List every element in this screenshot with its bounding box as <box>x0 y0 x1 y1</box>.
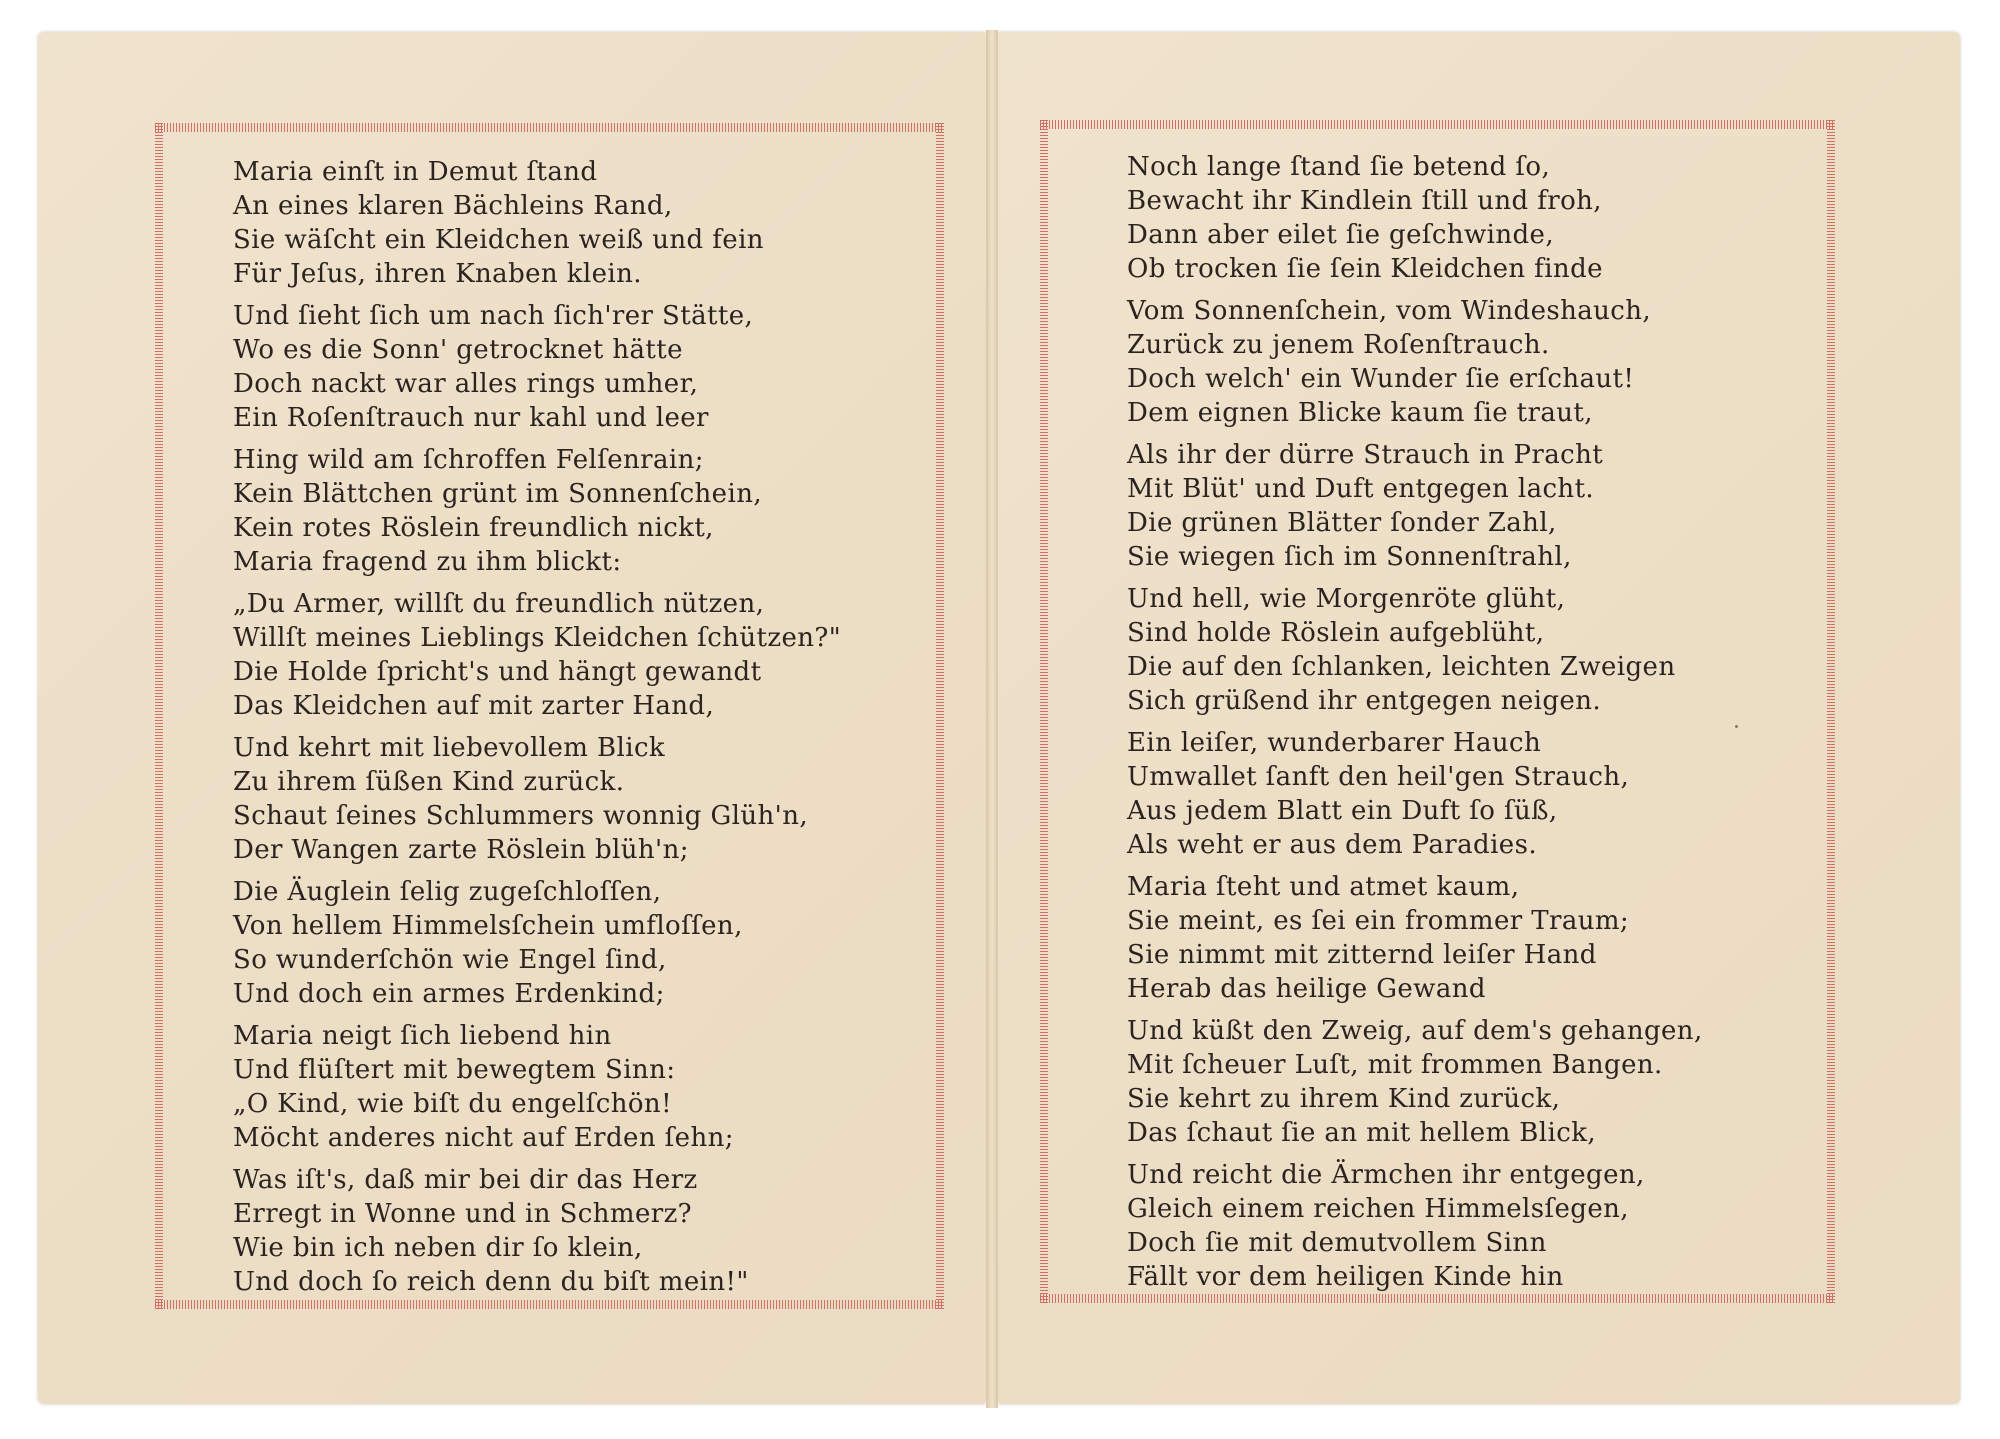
poem-line: Herab das heilige Gewand <box>1127 974 1486 1004</box>
poem-line: Der Wangen zarte Röslein blüh'n; <box>233 835 689 865</box>
poem-line: Die auf den ſchlanken, leichten Zweigen <box>1127 652 1676 682</box>
stanza <box>233 1163 923 1299</box>
poem-line: Ein Roſenſtrauch nur kahl und leer <box>233 403 709 433</box>
poem-line: Doch nackt war alles rings umher, <box>233 369 699 399</box>
poem-line: „O Kind, wie biſt du engelſchön! <box>233 1089 672 1119</box>
poem-line: „Du Armer, willſt du freundlich nützen, <box>233 589 765 619</box>
poem-line: Als ihr der dürre Strauch in Pracht <box>1127 440 1604 470</box>
poem-line: Umwallet ſanft den heil'gen Strauch, <box>1127 762 1630 792</box>
poem-line: Was iſt's, daß mir bei dir das Herz <box>233 1165 698 1195</box>
poem-line: Kein rotes Röslein freundlich nickt, <box>233 513 714 543</box>
poem-right-column <box>1127 150 1827 1302</box>
poem-line: Doch welch' ein Wunder ſie erſchaut! <box>1127 364 1635 394</box>
poem-line: Zurück zu jenem Roſenſtrauch. <box>1127 330 1550 360</box>
poem-line: Mit ſcheuer Luſt, mit frommen Bangen. <box>1127 1050 1663 1080</box>
poem-line: Aus jedem Blatt ein Duft ſo ſüß, <box>1127 796 1558 826</box>
poem-line: Und ſieht ſich um nach ſich'rer Stätte, <box>233 301 754 331</box>
poem-line: Die grünen Blätter ſonder Zahl, <box>1127 508 1557 538</box>
stanza <box>1127 582 1827 718</box>
poem-line: Maria einſt in Demut ſtand <box>233 157 598 187</box>
poem-line: Und hell, wie Morgenröte glüht, <box>1127 584 1566 614</box>
poem-line: Sie wäſcht ein Kleidchen weiß und fein <box>233 225 764 255</box>
poem-line: Ob trocken ſie ſein Kleidchen finde <box>1127 254 1603 284</box>
poem-line: Maria fragend zu ihm blickt: <box>233 547 622 577</box>
stanza <box>233 731 923 867</box>
poem-line: Bewacht ihr Kindlein ſtill und froh, <box>1127 186 1602 216</box>
poem-line: Und doch ein armes Erdenkind; <box>233 979 665 1009</box>
poem-line: Sie meint, es ſei ein frommer Traum; <box>1127 906 1630 936</box>
poem-left-column <box>233 155 923 1307</box>
poem-line: Und küßt den Zweig, auf dem's gehangen, <box>1127 1016 1703 1046</box>
poem-line: Und kehrt mit liebevollem Blick <box>233 733 666 763</box>
poem-line: Und reicht die Ärmchen ihr entgegen, <box>1127 1160 1645 1190</box>
poem-line: Wie bin ich neben dir ſo klein, <box>233 1233 643 1263</box>
poem-line: Wo es die Sonn' getrocknet hätte <box>233 335 683 365</box>
poem-line: Sich grüßend ihr entgegen neigen. <box>1127 686 1602 716</box>
stanza <box>233 443 923 579</box>
poem-line: Von hellem Himmelsſchein umfloſſen, <box>233 911 743 941</box>
stanza <box>233 875 923 1011</box>
stanza <box>1127 870 1827 1006</box>
poem-line: Dann aber eilet ſie geſchwinde, <box>1127 220 1555 250</box>
poem-line: Das Kleidchen auf mit zarter Hand, <box>233 691 715 721</box>
stanza <box>233 299 923 435</box>
poem-line: Vom Sonnenſchein, vom Windeshauch, <box>1127 296 1652 326</box>
poem-line: Erregt in Wonne und in Schmerz? <box>233 1199 693 1229</box>
poem-line: Die Holde ſpricht's und hängt gewandt <box>233 657 762 687</box>
poem-line: Ein leiſer, wunderbarer Hauch <box>1127 728 1542 758</box>
poem-line: Noch lange ſtand ſie betend ſo, <box>1127 152 1551 182</box>
stanza <box>233 1019 923 1155</box>
poem-line: Möcht anderes nicht auf Erden ſehn; <box>233 1123 734 1153</box>
stanza <box>1127 726 1827 862</box>
poem-line: Für Jeſus, ihren Knaben klein. <box>233 259 642 289</box>
stanza <box>1127 294 1827 430</box>
poem-line: Maria neigt ſich liebend hin <box>233 1021 612 1051</box>
poem-line: Mit Blüt' und Duft entgegen lacht. <box>1127 474 1595 504</box>
poem-line: Die Äuglein ſelig zugeſchloſſen, <box>233 877 662 907</box>
poem-line: Doch ſie mit demutvollem Sinn <box>1127 1228 1547 1258</box>
stanza <box>233 587 923 723</box>
poem-line: Zu ihrem ſüßen Kind zurück. <box>233 767 625 797</box>
poem-line: So wunderſchön wie Engel ſind, <box>233 945 667 975</box>
poem-line: Kein Blättchen grünt im Sonnenſchein, <box>233 479 762 509</box>
poem-line: Dem eignen Blicke kaum ſie traut, <box>1127 398 1593 428</box>
book-gutter <box>986 30 998 1408</box>
poem-line: Und flüſtert mit bewegtem Sinn: <box>233 1055 676 1085</box>
poem-line: Gleich einem reichen Himmelsſegen, <box>1127 1194 1629 1224</box>
poem-line: Das ſchaut ſie an mit hellem Blick, <box>1127 1118 1597 1148</box>
poem-line: Willſt meines Lieblings Kleidchen ſchützen?" <box>233 623 842 653</box>
poem-line: Und doch ſo reich denn du biſt mein!" <box>233 1267 749 1297</box>
poem-line: Sie wiegen ſich im Sonnenſtrahl, <box>1127 542 1572 572</box>
poem-line: An eines klaren Bächleins Rand, <box>233 191 673 221</box>
stanza <box>1127 438 1827 574</box>
poem-line: Als weht er aus dem Paradies. <box>1127 830 1537 860</box>
stanza <box>1127 1014 1827 1150</box>
stanza <box>1127 150 1827 286</box>
poem-line: Schaut ſeines Schlummers wonnig Glüh'n, <box>233 801 809 831</box>
poem-line: Fällt vor dem heiligen Kinde hin <box>1127 1262 1564 1292</box>
poem-line: Sie nimmt mit zitternd leiſer Hand <box>1127 940 1597 970</box>
poem-line: Hing wild am ſchroffen Felſenrain; <box>233 445 704 475</box>
stanza <box>1127 1158 1827 1294</box>
poem-line: Sind holde Röslein aufgeblüht, <box>1127 618 1545 648</box>
poem-line: Sie kehrt zu ihrem Kind zurück, <box>1127 1084 1561 1114</box>
stanza <box>233 155 923 291</box>
poem-line: Maria ſteht und atmet kaum, <box>1127 872 1520 902</box>
